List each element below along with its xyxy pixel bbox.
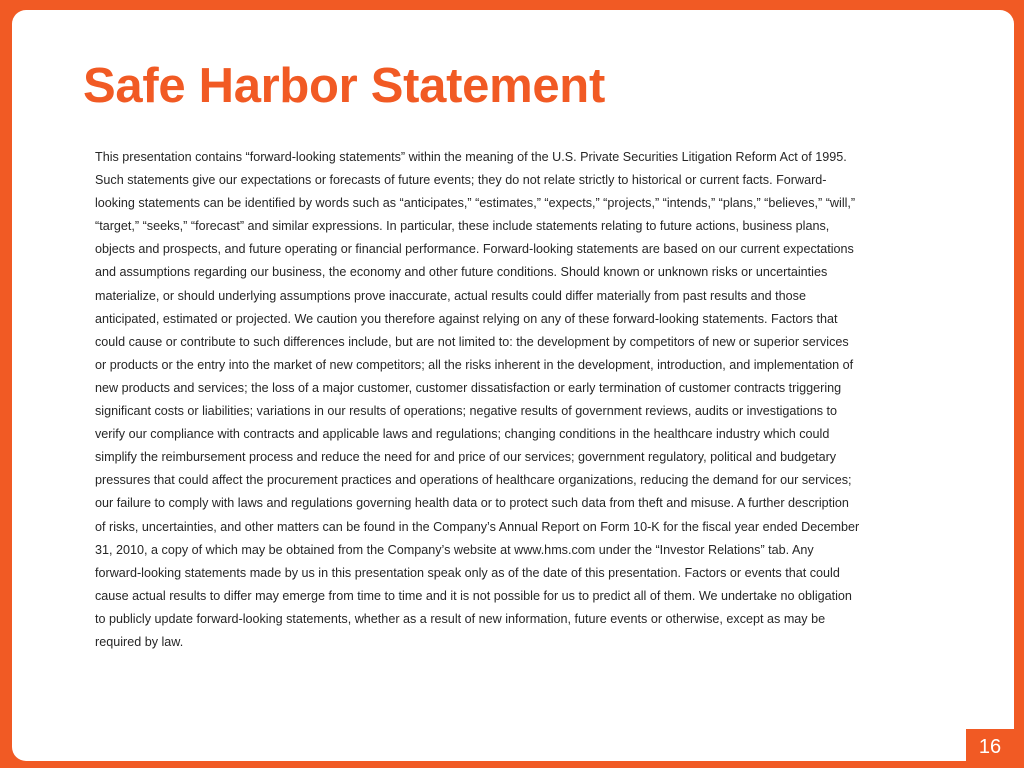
body-line: our failure to comply with laws and regulations governing health data or to protect such data from theft and misuse. A further description (95, 496, 849, 511)
body-line: could cause or contribute to such differences include, but are not limited to: the development by competitors of new or superior services (95, 334, 849, 349)
body-line: Such statements give our expectations or forecasts of future events; they do not relate strictly to historical or current facts. Forward- (95, 173, 827, 188)
body-line: or products or the entry into the market of new competitors; all the risks inherent in the development, introduction, and implementation of (95, 357, 854, 372)
safe-harbor-body (95, 146, 965, 654)
body-line: materialize, or should underlying assumptions prove inaccurate, actual results could differ materially from past results and those (95, 288, 806, 303)
body-line: 31, 2010, a copy of which may be obtained from the Company’s website at www.hms.com under the “Investor Relations” tab. Any (95, 542, 814, 557)
page-number: 16 (966, 729, 1014, 761)
body-line: “target,” “seeks,” “forecast” and similar expressions. In particular, these include statements relating to future actions, business plans, (95, 219, 830, 234)
body-line: of risks, uncertainties, and other matters can be found in the Company’s Annual Report on Form 10-K for the fiscal year ended December (95, 519, 860, 534)
body-line: looking statements can be identified by words such as “anticipates,” “estimates,” “expects,” “projects,” “intends,” “plans,” “believes,” “will,” (95, 196, 856, 211)
body-line: objects and prospects, and future operating or financial performance. Forward-looking statements are based on our current expectations (95, 242, 854, 257)
body-line: required by law. (95, 634, 184, 649)
body-line: anticipated, estimated or projected. We caution you therefore against relying on any of these forward-looking statements. Factors that (95, 311, 838, 326)
body-line: significant costs or liabilities; variations in our results of operations; negative results of government reviews, audits or investigations to (95, 404, 837, 419)
body-line: forward-looking statements made by us in this presentation speak only as of the date of this presentation. Factors or events that could (95, 565, 840, 580)
body-line: cause actual results to differ may emerge from time to time and it is not possible for us to predict all of them. We undertake no obligation (95, 588, 852, 603)
body-line: This presentation contains “forward-looking statements” within the meaning of the U.S. Private Securities Litigation Reform Act of 1995. (95, 150, 847, 164)
body-line: new products and services; the loss of a major customer, customer dissatisfaction or early termination of customer contracts triggering (95, 380, 842, 395)
body-line: to publicly update forward-looking statements, whether as a result of new information, future events or otherwise, except as may be (95, 611, 826, 626)
body-line: simplify the reimbursement process and reduce the need for and price of our services; government regulatory, political and budgetary (95, 450, 837, 465)
slide-canvas (12, 10, 1014, 761)
body-line: verify our compliance with contracts and applicable laws and regulations; changing conditions in the healthcare industry which could (95, 427, 830, 442)
body-line: pressures that could affect the procurement practices and operations of healthcare organizations, reducing the demand for our services; (95, 473, 852, 488)
body-line: and assumptions regarding our business, the economy and other future conditions. Should known or unknown risks or uncertainties (95, 265, 828, 280)
slide-title: Safe Harbor Statement (83, 59, 605, 113)
